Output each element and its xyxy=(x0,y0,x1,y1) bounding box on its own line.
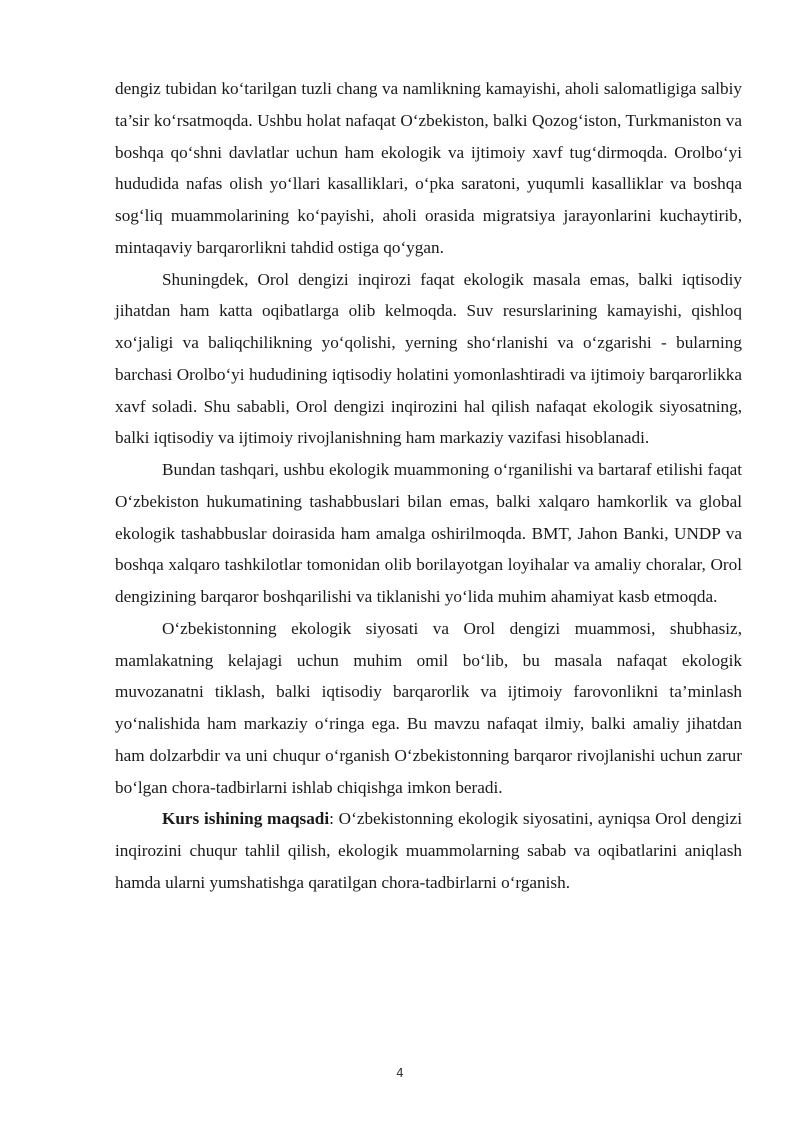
paragraph-policy-importance: O‘zbekistonning ekologik siyosati va Orol dengizi muammosi, shubhasiz, mamlakatning kelajagi uchun muhim omil bo‘lib, bu masala nafaqat ekologik muvozanatni tiklash, balki iqtisodiy barqarorlik va ijtimoiy farovonlikni ta’minlash yo‘nalishida ham markaziy o‘ringa ega. Bu mavzu nafaqat ilmiy, balki amaliy jihatdan ham dolzarbdir va uni chuqur o‘rganish O‘zbekistonning barqaror rivojlanishi uchun zarur bo‘lgan chora-tadbirlarni ishlab chiqishga imkon beradi. xyxy=(115,618,742,797)
paragraph-economic-impact: Shuningdek, Orol dengizi inqirozi faqat ekologik masala emas, balki iqtisodiy jihatdan ham katta oqibatlarga olib kelmoqda. Suv resurslarining kamayishi, qishloq xo‘jaligi va baliqchilikning yo‘qolishi, yerning sho‘rlanishi va o‘zgarishi - bularning barchasi Orolbo‘yi hududining iqtisodiy holatini yomonlashtiradi va ijtimoiy barqarorlikka xavf soladi. Shu sababli, Orol dengizi inqirozini hal qilish nafaqat ekologik siyosatning, balki iqtisodiy va ijtimoiy rivojlanishning ham markaziy vazifasi hisoblanadi. xyxy=(115,269,742,448)
document-body xyxy=(115,73,742,899)
page-number: 4 xyxy=(396,1066,404,1080)
course-goal-text: : O‘zbekistonning ekologik siyosatini, ayniqsa Orol dengizi inqirozini chuqur tahlil qilish, ekologik muammolarning sabab va oqibatlarini aniqlash hamda ularni yumshatishga qaratilgan chora-tadbirlarni o‘rganish. xyxy=(115,809,742,892)
course-goal-label: Kurs ishining maqsadi xyxy=(162,809,330,829)
paragraph-course-goal xyxy=(115,803,742,898)
paragraph-international-cooperation: Bundan tashqari, ushbu ekologik muammoning o‘rganilishi va bartaraf etilishi faqat O‘zbekiston hukumatining tashabbuslari bilan emas, balki xalqaro hamkorlik va global ekologik tashabbuslar doirasida ham amalga oshirilmoqda. BMT, Jahon Banki, UNDP va boshqa xalqaro tashkilotlar tomonidan olib borilayotgan loyihalar va amaliy choralar, Orol dengizining barqaror boshqarilishi va tiklanishi yo‘lida muhim ahamiyat kasb etmoqda. xyxy=(115,460,742,606)
paragraph-continuation: dengiz tubidan ko‘tarilgan tuzli chang va namlikning kamayishi, aholi salomatligiga salbiy ta’sir ko‘rsatmoqda. Ushbu holat nafaqat O‘zbekiston, balki Qozog‘iston, Turkmaniston va boshqa qo‘shni davlatlar uchun ham ekologik va ijtimoiy xavf tug‘dirmoqda. Orolbo‘yi hududida nafas olish yo‘llari kasalliklari, o‘pka saratoni, yuqumli kasalliklar va boshqa sog‘liq muammolarining ko‘payishi, aholi orasida migratsiya jarayonlarini kuchaytirib, mintaqaviy barqarorlikni tahdid ostiga qo‘ygan. xyxy=(115,79,742,257)
